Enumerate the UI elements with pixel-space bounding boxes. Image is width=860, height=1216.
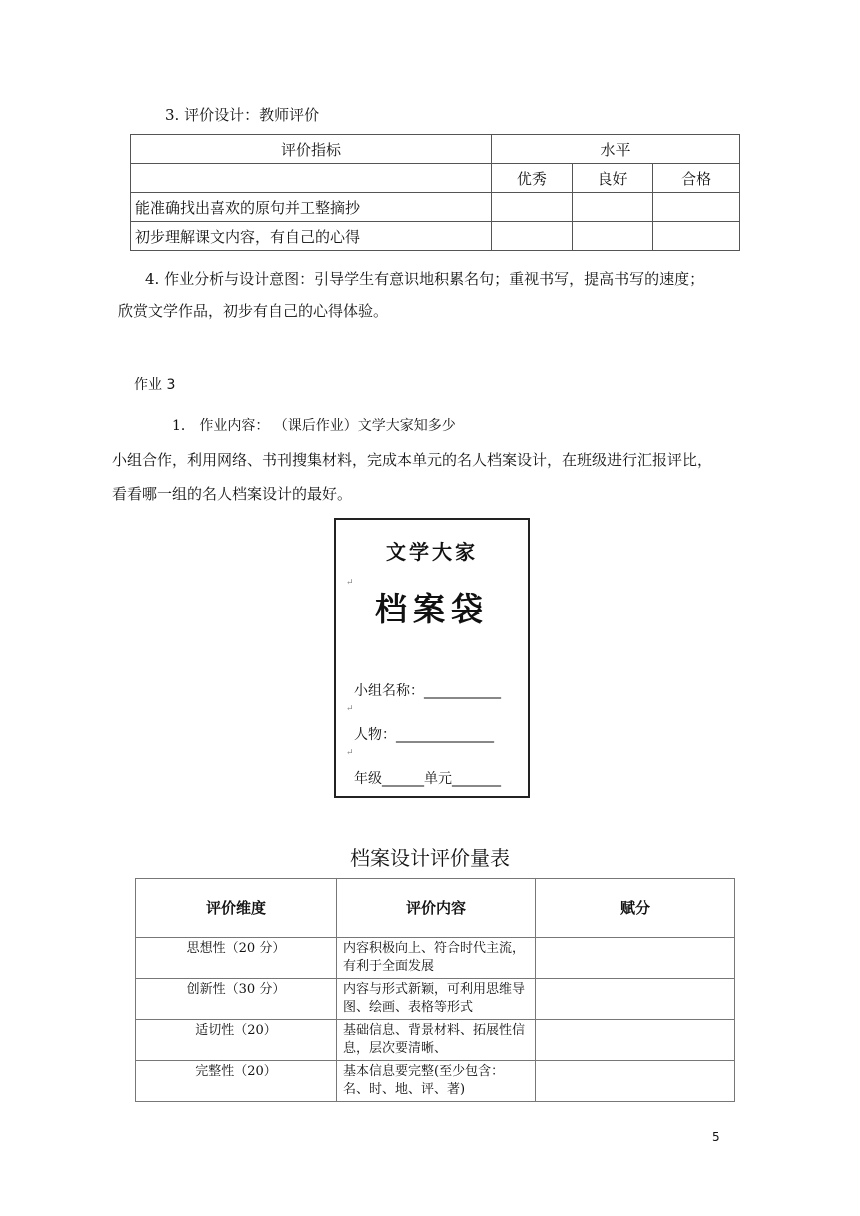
card-title-small: 文学大家 xyxy=(386,540,478,564)
archive-card xyxy=(334,518,530,798)
return-mark: ↵ xyxy=(346,578,354,588)
cell xyxy=(492,193,573,222)
level-pass: 合格 xyxy=(653,164,740,193)
rubric-content-3: 基础信息、背景材料、拓展性信息，层次要清晰、 xyxy=(337,1020,536,1061)
return-mark: ↵ xyxy=(346,704,354,714)
teacher-evaluation-table xyxy=(130,134,740,251)
rubric-score-4 xyxy=(536,1061,735,1102)
rubric-dim-1: 思想性（20 分） xyxy=(136,938,337,979)
homework-3-desc-2: 看看哪一组的名人档案设计的最好。 xyxy=(112,485,353,503)
indicator-subheader-empty xyxy=(131,164,492,193)
rubric-content-2: 内容与形式新颖，可利用思维导图、绘画、表格等形式 xyxy=(337,979,536,1020)
rubric-content-4: 基本信息要完整(至少包含：名、时、地、评、著) xyxy=(337,1061,536,1102)
rubric-dim-3: 适切性（20） xyxy=(136,1020,337,1061)
rubric-dim-4: 完整性（20） xyxy=(136,1061,337,1102)
level-excellent: 优秀 xyxy=(492,164,573,193)
indicator-header: 评价指标 xyxy=(131,135,492,164)
rubric-score-1 xyxy=(536,938,735,979)
rubric-dim-2: 创新性（30 分） xyxy=(136,979,337,1020)
cell xyxy=(572,193,653,222)
level-good: 良好 xyxy=(572,164,653,193)
rubric-header-content: 评价内容 xyxy=(337,879,536,938)
return-mark: ↵ xyxy=(346,748,354,758)
card-field-grade: 年级______单元_______ xyxy=(354,771,501,787)
homework-3-title: 作业 3 xyxy=(134,377,176,393)
cell xyxy=(653,222,740,251)
section-4-line-2: 欣赏文学作品，初步有自己的心得体验。 xyxy=(118,302,389,320)
card-field-person: 人物：______________ xyxy=(354,727,494,743)
rubric-table xyxy=(135,878,735,1102)
rubric-content-1: 内容积极向上、符合时代主流，有利于全面发展 xyxy=(337,938,536,979)
card-field-group: 小组名称：___________ xyxy=(354,683,501,699)
section-4-line-1: 4. 作业分析与设计意图：引导学生有意识地积累名句；重视书写，提高书写的速度； xyxy=(145,270,705,288)
homework-3-desc-1: 小组合作，利用网络、书刊搜集材料，完成本单元的名人档案设计，在班级进行汇报评比， xyxy=(112,451,713,469)
rubric-score-3 xyxy=(536,1020,735,1061)
section-3-heading: 3. 评价设计：教师评价 xyxy=(165,106,320,124)
page-number: 5 xyxy=(712,1130,720,1144)
indicator-row-2: 初步理解课文内容，有自己的心得 xyxy=(131,222,492,251)
rubric-title: 档案设计评价量表 xyxy=(350,846,510,870)
level-header: 水平 xyxy=(492,135,740,164)
card-title-big: 档案袋 xyxy=(374,590,489,628)
rubric-header-score: 赋分 xyxy=(536,879,735,938)
cell xyxy=(653,193,740,222)
rubric-score-2 xyxy=(536,979,735,1020)
indicator-row-1: 能准确找出喜欢的原句并工整摘抄 xyxy=(131,193,492,222)
cell xyxy=(572,222,653,251)
cell xyxy=(492,222,573,251)
homework-3-item-1: 1． 作业内容： （课后作业）文学大家知多少 xyxy=(172,418,456,434)
rubric-header-dimension: 评价维度 xyxy=(136,879,337,938)
